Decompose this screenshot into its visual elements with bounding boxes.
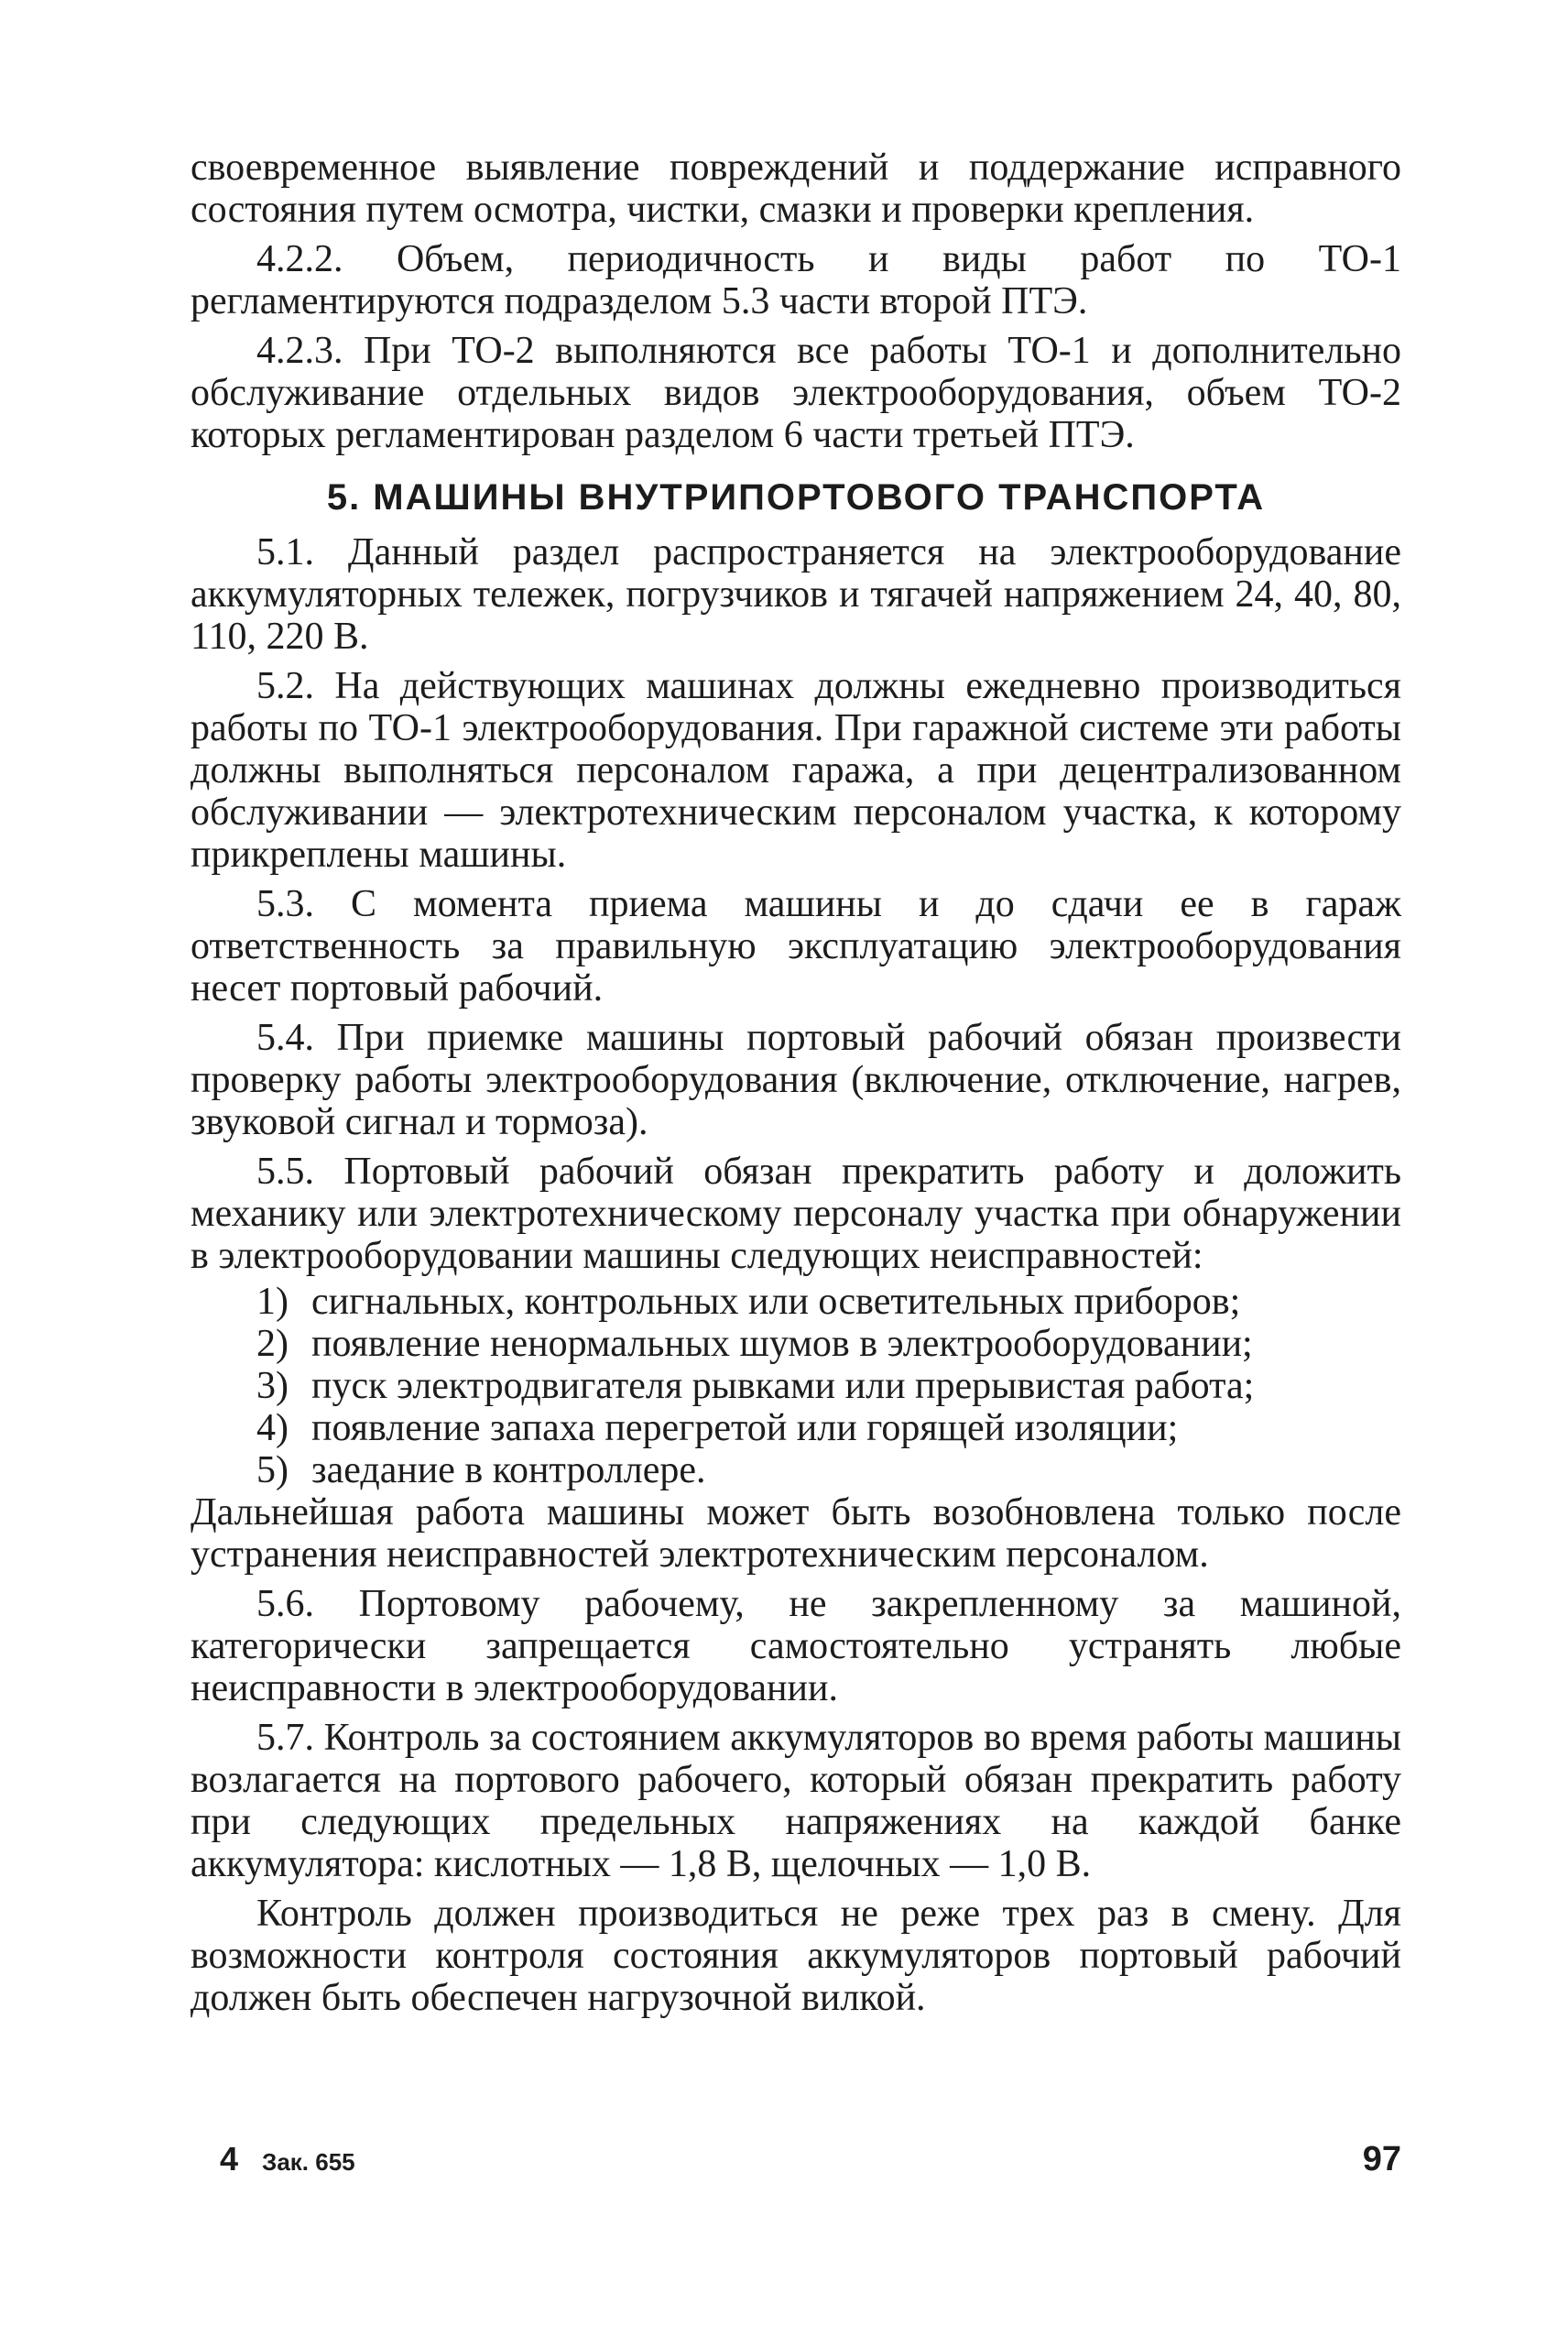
list-item [191,1407,1401,1449]
paragraph-5-3: 5.3. С момента приема машины и до сдачи ее в гараж ответственность за правильную эксплуатацию электрооборудования несет портовый рабочий. [191,883,1401,1010]
paragraph-5-1: 5.1. Данный раздел распространяется на электрооборудование аккумуляторных тележек, погрузчиков и тягачей напряжением 24, 40, 80, 110, 220 В. [191,531,1401,658]
section-heading: 5. МАШИНЫ ВНУТРИПОРТОВОГО ТРАНСПОРТА [326,477,1266,518]
list-item [191,1365,1401,1407]
list-item [191,1281,1401,1323]
paragraph-5-5: 5.5. Портовый рабочий обязан прекратить работу и доложить механику или электротехническому персоналу участка при обнаружении в электрооборудовании машины следующих неисправностей: [191,1151,1401,1277]
list-item-text: заедание в контроллере. [311,1449,706,1491]
paragraph-5-6: 5.6. Портовому рабочему, не закрепленному за машиной, категорически запрещается самостоятельно устранять любые неисправности в электрооборудовании. [191,1583,1401,1709]
list-item-number: 1) [256,1281,289,1323]
list-item-text: появление запаха перегретой или горящей изоляции; [311,1407,1179,1449]
paragraph-control: Контроль должен производиться не реже трех раз в смену. Для возможности контроля состояния аккумуляторов портовый рабочий должен быть обеспечен нагрузочной вилкой. [191,1893,1401,2019]
paragraph-continuation: своевременное выявление повреждений и поддержание исправного состояния путем осмотра, чистки, смазки и проверки крепления. [191,147,1401,231]
paragraph-4-2-2: 4.2.2. Объем, периодичность и виды работ по ТО-1 регламентируются подразделом 5.3 части второй ПТЭ. [191,238,1401,322]
paragraph-5-4: 5.4. При приемке машины портовый рабочий обязан произвести проверку работы электрооборудования (включение, отключение, нагрев, звуковой сигнал и тормоза). [191,1017,1401,1143]
signature-mark: 4 [220,2140,239,2178]
page-footer [220,2140,1401,2179]
print-info [220,2140,355,2178]
list-item-text: сигнальных, контрольных или осветительных приборов; [311,1281,1241,1323]
list-item-number: 2) [256,1323,289,1365]
paragraph-5-7: 5.7. Контроль за состоянием аккумуляторов во время работы машины возлагается на портового рабочего, который обязан прекратить работу при следующих предельных напряжениях на каждой банке аккумулятора: кислотных — 1,8 В, щелочных — 1,0 В. [191,1717,1401,1885]
text-column [191,147,1401,2019]
list-item-number: 5) [256,1449,289,1491]
paragraph-4-2-3: 4.2.3. При ТО-2 выполняются все работы ТО-1 и дополнительно обслуживание отдельных видов электрооборудования, объем ТО-2 которых регламентирован разделом 6 части третьей ПТЭ. [191,330,1401,456]
list-item-text: появление ненормальных шумов в электрооборудовании; [311,1323,1253,1365]
list-item-number: 4) [256,1407,289,1449]
list-item-text: пуск электродвигателя рывками или прерывистая работа; [311,1365,1255,1407]
malfunction-list [191,1281,1401,1491]
order-label: Зак. 655 [262,2148,355,2176]
paragraph-5-2: 5.2. На действующих машинах должны ежедневно производиться работы по ТО-1 электрооборудования. При гаражной системе эти работы должны выполняться персоналом гаража, а при децентрализованном обслуживании — электротехническим персоналом участка, к которому прикреплены машины. [191,665,1401,876]
list-item-number: 3) [256,1365,289,1407]
list-item [191,1449,1401,1491]
page-number: 97 [1362,2140,1401,2178]
list-item [191,1323,1401,1365]
paragraph-after-list: Дальнейшая работа машины может быть возобновлена только после устранения неисправностей электротехническим персоналом. [191,1491,1401,1576]
